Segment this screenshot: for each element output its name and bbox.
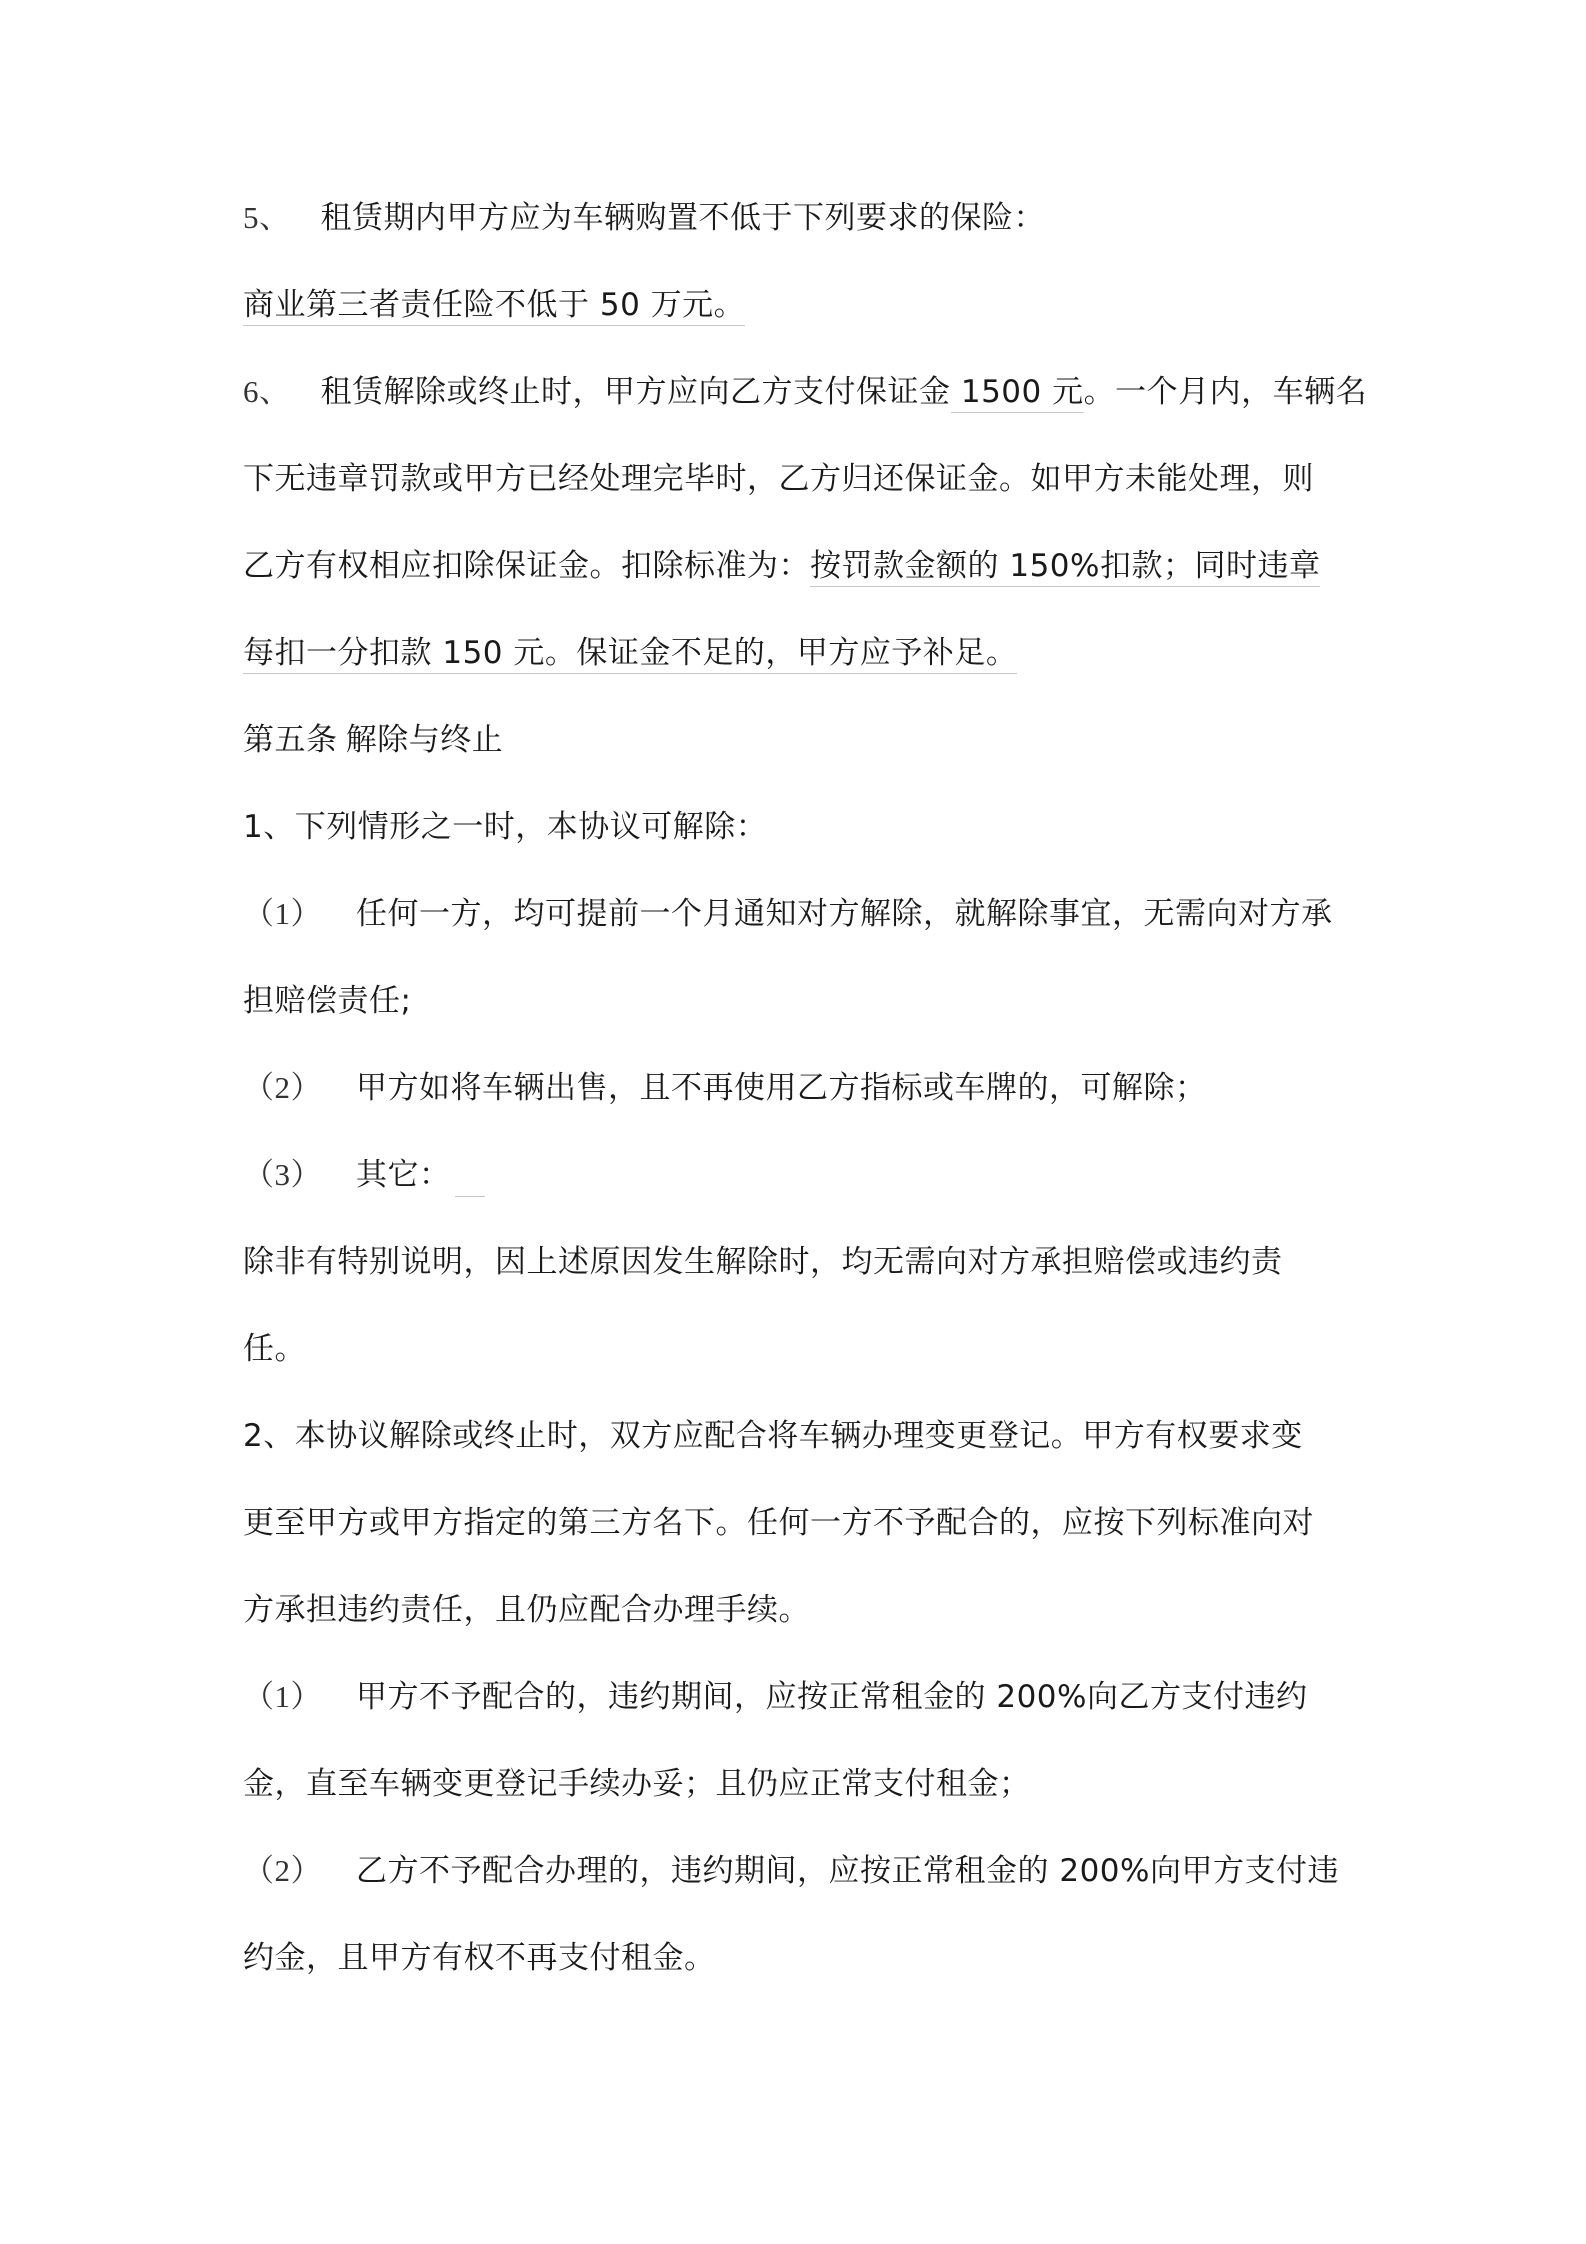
sub-item-2 (243, 1066, 1207, 1110)
heading-text: 第五条 解除与终止 (243, 722, 504, 757)
line-text: 担赔偿责任; (243, 983, 412, 1019)
item-number: （2） (243, 1070, 322, 1105)
paragraph-line (243, 979, 411, 1023)
paragraph-line (243, 631, 1017, 675)
line-text: 方承担违约责任，且仍应配合办理手续。 (243, 1592, 810, 1628)
line-text: 其它： (356, 1157, 451, 1193)
line-text: 任何一方，均可提前一个月通知对方解除，就解除事宜，无需向对方承 (356, 896, 1333, 932)
line-text: 下无违章罚款或甲方已经处理完毕时，乙方归还保证金。如甲方未能处理，则 (243, 461, 1314, 497)
line-text: 更至甲方或甲方指定的第三方名下。任何一方不予配合的，应按下列标准向对 (243, 1505, 1314, 1541)
item-number: 6、 (243, 374, 291, 409)
item-number: （3） (243, 1157, 322, 1192)
item-number: （1） (243, 896, 322, 931)
sub-item-1 (243, 1675, 1307, 1719)
paragraph-line (243, 1936, 716, 1980)
paragraph-line (243, 457, 1314, 501)
sub-item-2 (243, 1849, 1339, 1893)
clause-5-insurance (243, 196, 1045, 240)
line-text: 租赁期内甲方应为车辆购置不低于下列要求的保险： (320, 200, 1045, 236)
item-number: （1） (243, 1679, 322, 1714)
line-text: 金，直至车辆变更登记手续办妥；且仍应正常支付租金； (243, 1766, 1031, 1802)
paragraph-line (243, 1588, 810, 1632)
blank-field (455, 1162, 485, 1197)
line-text: 除非有特别说明，因上述原因发生解除时，均无需向对方承担赔偿或违约责 (243, 1244, 1283, 1280)
item-number: 5、 (243, 200, 291, 235)
filled-field: 商业第三者责任险不低于 50 万元。 (243, 287, 745, 326)
clause-1-termination (243, 805, 767, 849)
line-text: 乙方不予配合办理的，违约期间，应按正常租金的 200%向甲方支付违 (356, 1853, 1339, 1889)
paragraph-line (243, 1327, 306, 1371)
paragraph-line (243, 544, 1320, 588)
line-text: 甲方不予配合的，违约期间，应按正常租金的 200%向乙方支付违约 (356, 1679, 1308, 1715)
line-text: 1、下列情形之一时，本协议可解除： (243, 809, 768, 845)
section-heading (243, 718, 503, 762)
filled-field: 1500 元 (951, 374, 1084, 413)
sub-item-3 (243, 1153, 485, 1197)
line-text: 约金，且甲方有权不再支付租金。 (243, 1940, 716, 1976)
line-text: 任。 (243, 1331, 306, 1367)
line-text: 2、本协议解除或终止时，双方应配合将车辆办理变更登记。甲方有权要求变 (243, 1418, 1303, 1454)
item-number: （2） (243, 1853, 322, 1888)
paragraph-line (243, 1501, 1314, 1545)
line-text: 乙方有权相应扣除保证金。扣除标准为： (243, 548, 810, 584)
paragraph-line (243, 1762, 1031, 1806)
line-text: 甲方如将车辆出售，且不再使用乙方指标或车牌的，可解除； (356, 1070, 1207, 1106)
line-text: 租赁解除或终止时，甲方应向乙方支付保证金 (320, 374, 951, 410)
insurance-requirement (243, 283, 745, 327)
clause-2-change-registration (243, 1414, 1303, 1458)
paragraph-line (243, 1240, 1283, 1284)
line-text: 。一个月内，车辆名 (1083, 374, 1368, 410)
clause-6-deposit (243, 370, 1367, 414)
filled-field: 每扣一分扣款 150 元。保证金不足的，甲方应予补足。 (243, 635, 1017, 674)
filled-field: 按罚款金额的 150%扣款；同时违章 (810, 548, 1320, 587)
sub-item-1 (243, 892, 1333, 936)
